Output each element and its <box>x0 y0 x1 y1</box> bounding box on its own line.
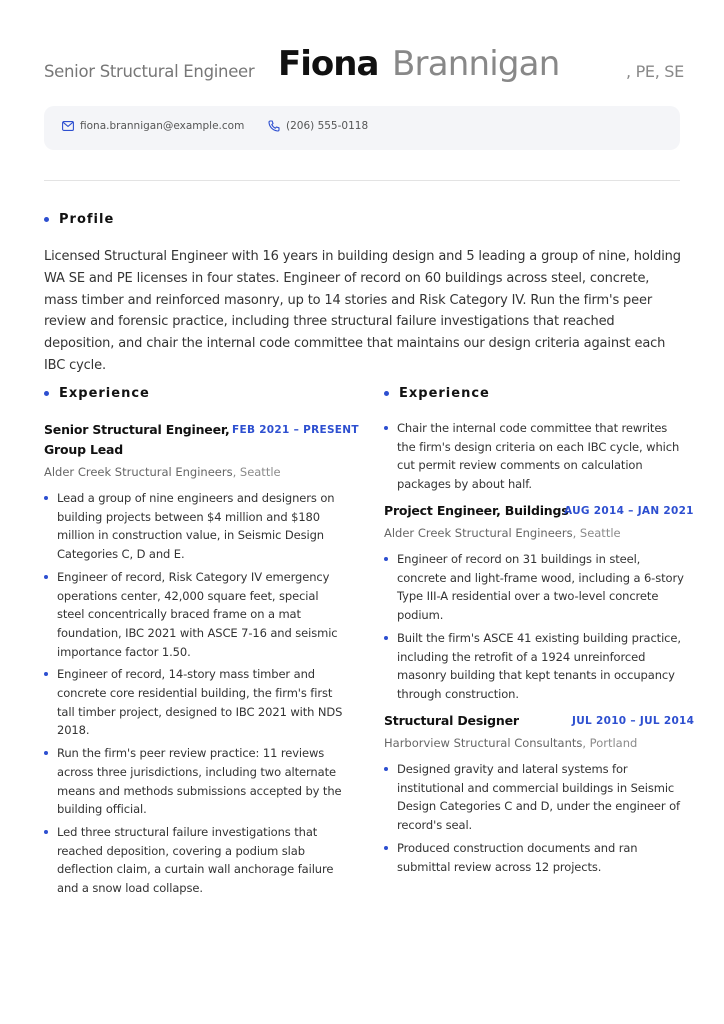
credentials: , PE, SE <box>626 62 684 81</box>
job-bullets <box>384 550 684 708</box>
job-title: Senior Structural Engineer, Group Lead <box>44 422 230 457</box>
phone-icon <box>268 120 280 132</box>
list-item: Produced construction documents and ran submittal review across 12 projects. <box>384 839 684 876</box>
profile-summary: Licensed Structural Engineer with 16 years in building design and 5 leading a group of nine, holding WA SE and PE licenses in four states. Engineer of record on 60 buildings across steel, concrete, mass timber and reinforced masonry, up to 14 stories and Risk Category IV. Run the firm's peer review and forensic practice, including three structural failure investigations that reached deposition, and chair the internal code committee that maintains our design criteria against each IBC cycle. <box>44 249 681 373</box>
job-date: AUG 2014 – JAN 2021 <box>564 505 694 517</box>
last-name: Brannigan <box>392 44 560 84</box>
experience-heading-left <box>44 386 150 401</box>
list-item: Chair the internal code committee that rewrites the firm's design criteria on each IBC cycle, which cut permit review comments on calculation packages by about half. <box>384 419 684 494</box>
bullet-dot-icon <box>384 391 389 396</box>
header-divider <box>44 180 680 181</box>
list-item: Led three structural failure investigations that reached deposition, covering a podium slab deflection claim, a curtain wall anchorage failure and a snow load collapse. <box>44 823 344 898</box>
job-date: JUL 2010 – JUL 2014 <box>572 715 695 727</box>
experience-heading-text: Experience <box>59 386 150 401</box>
list-item: Designed gravity and lateral systems for institutional and commercial buildings in Seismic Design Categories C and D, under the engineer of record's seal. <box>384 760 684 835</box>
experience-heading-right <box>384 386 490 401</box>
phone-text: (206) 555-0118 <box>286 120 369 132</box>
job-date: FEB 2021 – PRESENT <box>232 424 359 436</box>
bullet-dot-icon <box>44 217 49 222</box>
company-name: Alder Creek Structural Engineers <box>384 526 573 540</box>
bullet-dot-icon <box>44 391 49 396</box>
list-item: Engineer of record, 14-story mass timber and concrete core residential building, the firm's first tall timber project, designed to IBC 2021 with NDS 2018. <box>44 665 344 740</box>
list-item: Built the firm's ASCE 41 existing building practice, including the retrofit of a 1924 unreinforced masonry building that kept tenants in occupancy through construction. <box>384 629 684 704</box>
resume-header <box>44 44 684 94</box>
company-location: , Portland <box>582 736 638 750</box>
first-name: Fiona <box>278 44 379 84</box>
email-text: fiona.brannigan@example.com <box>80 120 245 132</box>
contact-phone[interactable] <box>268 120 368 132</box>
experience-heading-text: Experience <box>399 386 490 401</box>
continued-bullets <box>384 419 684 498</box>
list-item: Lead a group of nine engineers and designers on building projects between $4 million and $180 million in construction value, in Seismic Design Categories C, D and E. <box>44 489 344 564</box>
company-name: Alder Creek Structural Engineers <box>44 465 233 479</box>
job-title: Project Engineer, Buildings <box>384 503 569 518</box>
list-item: Run the firm's peer review practice: 11 reviews across three jurisdictions, including two alternate means and methods submissions accepted by the building official. <box>44 744 344 819</box>
job-company <box>384 526 621 540</box>
list-item: Engineer of record, Risk Category IV emergency operations center, 42,000 square feet, special steel concentrically braced frame on a mat foundation, IBC 2021 with ASCE 7-16 and seismic importance factor 1.50. <box>44 568 344 662</box>
company-location: , Seattle <box>232 465 281 479</box>
contact-email[interactable] <box>62 120 244 132</box>
job-title: Structural Designer <box>384 713 519 728</box>
job-bullets <box>44 489 344 902</box>
list-item: Engineer of record on 31 buildings in steel, concrete and light-frame wood, including a 6-story Type III-A residential over a two-level concrete podium. <box>384 550 684 625</box>
job-company <box>44 465 281 479</box>
job-bullets <box>384 760 684 880</box>
profile-heading-text: Profile <box>59 212 115 227</box>
company-location: , Seattle <box>572 526 621 540</box>
contact-bar <box>44 106 680 150</box>
job-company <box>384 736 637 750</box>
mail-icon <box>62 121 74 131</box>
profile-heading <box>44 212 114 227</box>
job-role-title: Senior Structural Engineer <box>44 62 255 81</box>
company-name: Harborview Structural Consultants <box>384 736 583 750</box>
